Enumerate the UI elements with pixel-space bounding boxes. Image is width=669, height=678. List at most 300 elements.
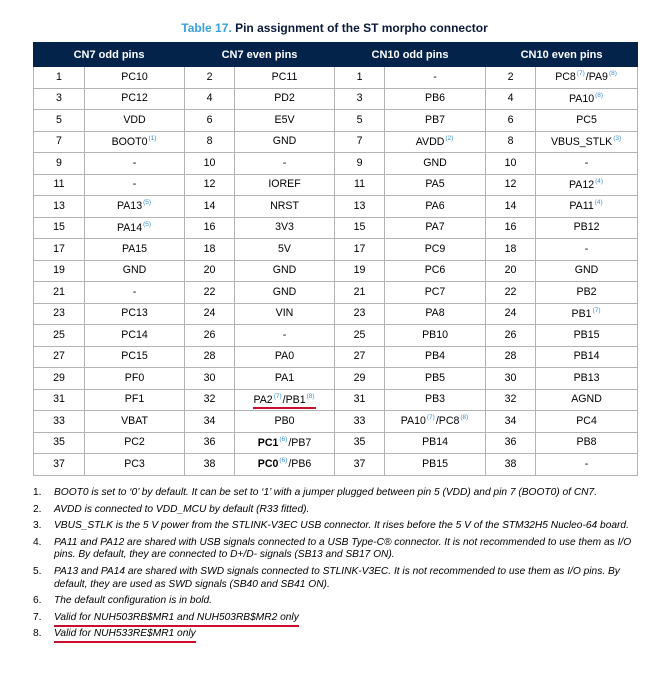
cn7-even-signal-cell (235, 260, 335, 282)
cell-text: PB14 (422, 436, 448, 449)
cn10-even-pin-cell (486, 389, 536, 411)
cell-text: VBUS_STLK (550, 135, 613, 148)
cn10-even-pin-cell (486, 282, 536, 304)
cn7-even-pin-cell (185, 303, 235, 325)
cn10-odd-pin-cell (335, 174, 385, 196)
cell-text: 14 (203, 199, 216, 212)
cn7-odd-pin-cell (34, 303, 85, 325)
cn10-even-signal-cell (536, 368, 638, 390)
cell-text: PC1 (257, 436, 279, 449)
cell-text: 3 (56, 92, 62, 105)
cell-text: E5V (274, 113, 295, 126)
cell-text: 5 (356, 113, 363, 126)
cn7-odd-pin-cell (34, 260, 85, 282)
cell-text: 29 (353, 371, 366, 384)
table-caption-label: Table 17. (181, 21, 232, 35)
cn7-odd-signal-cell (85, 346, 185, 368)
cn10-odd-signal-cell (385, 67, 486, 89)
cell-text: 38 (504, 457, 517, 470)
cn10-odd-signal-cell (385, 217, 486, 239)
cell-text: PC6 (424, 264, 446, 277)
cn7-even-signal-cell (235, 196, 335, 218)
cn7-odd-signal-cell (85, 411, 185, 433)
cn10-odd-signal-cell (385, 88, 486, 110)
cell-text: PA11 (569, 200, 594, 213)
cell-text: PF0 (124, 371, 145, 384)
footnote-ref: (7) (273, 392, 282, 400)
cn7-odd-signal-cell (85, 239, 185, 261)
footnote-text (54, 504, 645, 517)
cell-text: - (132, 178, 137, 191)
cell-text: 19 (353, 264, 366, 277)
cell-text: PB0 (274, 414, 295, 427)
cell-text: 35 (353, 436, 366, 449)
cell-text: PA7 (425, 221, 445, 234)
table-row (34, 217, 638, 239)
cell-text: PC12 (121, 92, 148, 105)
cell-text: 15 (353, 221, 366, 234)
cell-text: 31 (53, 393, 65, 406)
cell-text: GND (272, 135, 297, 148)
cn7-even-pin-cell (185, 411, 235, 433)
cn10-even-pin-cell (486, 88, 536, 110)
cell-text: PB6 (425, 92, 446, 105)
cell-text: /PB7 (288, 436, 312, 449)
cn7-odd-signal-cell (85, 260, 185, 282)
cn10-even-pin-cell (486, 346, 536, 368)
cell-text: PA15 (121, 242, 148, 255)
cell-text: PC15 (121, 350, 148, 363)
cell-text: PC13 (121, 307, 148, 320)
cn7-even-signal-cell (235, 67, 335, 89)
footnote-text-content: AVDD is connected to VDD_MCU by default (R33 fitted). (54, 503, 310, 515)
table-row (34, 389, 638, 411)
footnote-number: 3. (33, 520, 42, 532)
cell-text: 1 (356, 70, 363, 83)
cn10-odd-signal-cell (385, 174, 486, 196)
table-row (34, 282, 638, 304)
cn10-even-signal-cell (536, 432, 638, 454)
cell-text: 30 (504, 371, 517, 384)
cell-text: PB15 (422, 457, 448, 470)
cell-text: PB3 (425, 393, 446, 406)
cn10-even-pin-cell (486, 325, 536, 347)
cn7-odd-signal-cell (85, 174, 185, 196)
footnote-text-content: VBUS_STLK is the 5 V power from the STLINK-V3EC USB connector. It rises before the 5 V of the STM32H5 Nucleo-64 board. (54, 520, 629, 532)
cell-text: 27 (353, 350, 366, 363)
cn7-even-pin-cell (185, 368, 235, 390)
cn10-even-signal-cell (536, 131, 638, 153)
cell-text: - (584, 156, 589, 169)
cell-text: 30 (203, 371, 216, 384)
cell-text: 27 (53, 350, 65, 363)
cell-text: PA10 (568, 92, 595, 105)
cell-text: 33 (353, 414, 366, 427)
cn7-even-signal-cell (235, 303, 335, 325)
cell-text: IOREF (268, 178, 301, 191)
cn10-odd-pin-cell (335, 260, 385, 282)
cn10-odd-pin-cell (335, 153, 385, 175)
cn10-odd-pin-cell (335, 67, 385, 89)
footnote-ref: (5) (143, 220, 152, 228)
cn10-odd-pin-cell (335, 110, 385, 132)
cell-text: 4 (206, 92, 213, 105)
footnote-ref: (7) (592, 306, 601, 314)
cell-text: 6 (206, 113, 213, 126)
cn7-even-pin-cell (185, 196, 235, 218)
cell-text: PB12 (573, 221, 600, 234)
footnote-text-content: BOOT0 is set to ‘0’ by default. It can be set to ‘1’ with a jumper plugged between pin 5 (VDD) and pin 7 (BOOT0) of CN7. (54, 487, 598, 498)
footnote-text (54, 487, 645, 500)
cn10-even-signal-cell (536, 260, 638, 282)
footnotes (33, 487, 645, 645)
cn10-odd-pin-cell (335, 131, 385, 153)
header-cn10-odd: CN10 odd pins (335, 43, 486, 67)
cell-text: PB1 (571, 307, 592, 320)
cn7-even-signal-cell (235, 282, 335, 304)
cn7-even-signal-cell (235, 131, 335, 153)
cell-text: 22 (203, 285, 216, 298)
cn7-odd-pin-cell (34, 411, 85, 433)
cn7-odd-pin-cell (34, 389, 85, 411)
cell-text: PC0 (257, 458, 279, 471)
table-row (34, 239, 638, 261)
header-cn7-odd: CN7 odd pins (34, 43, 185, 67)
cell-text: PB7 (425, 113, 446, 126)
cell-text: 2 (507, 70, 514, 83)
cell-text: - (584, 457, 589, 470)
cell-text: /PB6 (288, 458, 312, 471)
cn10-even-signal-cell (536, 454, 638, 476)
cell-text: PC10 (121, 70, 148, 83)
cell-text: PA13 (116, 200, 143, 213)
table-row (34, 411, 638, 433)
cell-text: VDD (123, 113, 146, 126)
cn10-even-pin-cell (486, 454, 536, 476)
cell-text: PB13 (573, 371, 600, 384)
cell-text: PA12 (568, 178, 595, 191)
cell-text: PA1 (274, 371, 295, 384)
cn7-even-pin-cell (185, 88, 235, 110)
cn10-odd-pin-cell (335, 325, 385, 347)
cell-text: 8 (206, 135, 213, 148)
cell-text: 24 (504, 307, 517, 320)
cn7-even-pin-cell (185, 239, 235, 261)
cell-text: 24 (203, 307, 216, 320)
cn10-odd-pin-cell (335, 196, 385, 218)
cn10-odd-signal-cell (385, 411, 486, 433)
cell-text: BOOT0 (111, 135, 148, 148)
footnote-ref: (8) (595, 91, 604, 99)
cn7-odd-signal-cell (85, 325, 185, 347)
table-row (34, 174, 638, 196)
cn10-odd-signal-cell (385, 153, 486, 175)
cell-text: 32 (203, 393, 216, 406)
pin-assignment-table (33, 42, 638, 476)
cell-text: 18 (504, 242, 517, 255)
cell-text: 25 (53, 328, 65, 341)
footnote-number: 2. (33, 503, 42, 515)
cn7-even-signal-cell (235, 88, 335, 110)
footnote-item (33, 595, 645, 608)
cn10-even-pin-cell (486, 411, 536, 433)
red-underline-annotation (253, 394, 315, 409)
cn7-even-signal-cell (235, 174, 335, 196)
cn10-odd-signal-cell (385, 454, 486, 476)
cell-text: GND (423, 156, 447, 169)
cell-text: 32 (504, 393, 517, 406)
cn10-odd-pin-cell (335, 303, 385, 325)
cn7-even-signal-cell (235, 454, 335, 476)
footnote-number: 5. (33, 565, 42, 577)
footnote-item (33, 537, 645, 562)
cell-text: PC5 (576, 113, 597, 126)
cn10-even-pin-cell (486, 239, 536, 261)
cn10-even-signal-cell (536, 217, 638, 239)
footnote-ref: (6) (279, 435, 288, 443)
cell-text: 20 (504, 264, 517, 277)
cn10-odd-pin-cell (335, 368, 385, 390)
cn10-even-pin-cell (486, 368, 536, 390)
footnote-ref: (4) (594, 199, 603, 207)
table-row (34, 110, 638, 132)
cell-text: PB2 (576, 285, 597, 298)
table-row (34, 88, 638, 110)
cell-text: PA2 (253, 393, 273, 406)
cn7-even-pin-cell (185, 67, 235, 89)
cn7-odd-signal-cell (85, 217, 185, 239)
cell-text: 3V3 (275, 221, 294, 234)
cell-text: PB14 (573, 350, 600, 363)
cn10-even-pin-cell (486, 217, 536, 239)
footnote-number: 8. (33, 628, 42, 640)
cell-text: 18 (203, 242, 216, 255)
table-body (34, 67, 638, 476)
cell-text: PB15 (573, 328, 600, 341)
table-header-row (34, 43, 638, 67)
cn10-odd-pin-cell (335, 282, 385, 304)
footnote-ref: (6) (279, 457, 288, 465)
cell-text: 16 (504, 221, 517, 234)
cell-text: PC3 (124, 457, 145, 470)
underlined-footnote-text: Valid for NUH533RE$MR1 only (54, 628, 196, 643)
cell-text: GND (272, 264, 297, 277)
table-row (34, 153, 638, 175)
table-row (34, 260, 638, 282)
cell-text: PD2 (274, 92, 295, 105)
cn10-odd-signal-cell (385, 282, 486, 304)
table-row (34, 303, 638, 325)
cell-text: PB8 (576, 436, 597, 449)
footnote-ref: (7) (426, 414, 435, 422)
cn7-even-signal-cell (235, 346, 335, 368)
cell-text: 37 (53, 457, 65, 470)
cn10-even-pin-cell (486, 196, 536, 218)
cell-text: 7 (56, 135, 62, 148)
footnote-ref: (8) (306, 392, 315, 400)
cn10-odd-signal-cell (385, 368, 486, 390)
table-row (34, 368, 638, 390)
cell-text: 21 (53, 285, 65, 298)
cn7-odd-pin-cell (34, 131, 85, 153)
cn10-even-signal-cell (536, 411, 638, 433)
cn7-even-pin-cell (185, 282, 235, 304)
cn7-odd-signal-cell (85, 196, 185, 218)
cell-text: - (132, 285, 137, 298)
cn7-even-pin-cell (185, 454, 235, 476)
cn10-odd-signal-cell (385, 110, 486, 132)
cn10-odd-signal-cell (385, 325, 486, 347)
cn7-even-pin-cell (185, 153, 235, 175)
cell-text: 17 (53, 242, 65, 255)
cell-text: PF1 (124, 393, 145, 406)
footnote-ref: (1) (148, 134, 157, 142)
cell-text: PC2 (124, 436, 145, 449)
header-cn7-even: CN7 even pins (185, 43, 335, 67)
footnote-item (33, 504, 645, 517)
cell-text: PB4 (425, 350, 446, 363)
cn7-even-signal-cell (235, 239, 335, 261)
cell-text: 38 (203, 457, 216, 470)
cell-text: 9 (56, 156, 62, 169)
cn10-even-pin-cell (486, 110, 536, 132)
cell-text: 26 (203, 328, 216, 341)
cn10-odd-pin-cell (335, 217, 385, 239)
cell-text: 10 (203, 156, 216, 169)
header-cn10-even: CN10 even pins (486, 43, 638, 67)
cell-text: 5V (278, 242, 291, 255)
cell-text: PC14 (121, 328, 148, 341)
cell-text: - (132, 156, 137, 169)
table-row (34, 131, 638, 153)
cell-text: PB5 (425, 371, 446, 384)
cn10-even-pin-cell (486, 432, 536, 454)
cn10-odd-signal-cell (385, 346, 486, 368)
cn10-odd-pin-cell (335, 239, 385, 261)
cell-text: 31 (353, 393, 366, 406)
footnote-number: 1. (33, 487, 42, 498)
cell-text: VIN (275, 307, 294, 320)
cell-text: - (433, 70, 437, 83)
footnote-text (54, 595, 645, 608)
cell-text: - (584, 242, 589, 255)
footnote-number: 6. (33, 595, 42, 607)
cell-text: 12 (203, 178, 216, 191)
cell-text: NRST (270, 199, 299, 212)
cn7-even-signal-cell (235, 432, 335, 454)
cell-text: /PC8 (435, 415, 460, 428)
cell-text: 16 (203, 221, 216, 234)
footnote-text-content: PA13 and PA14 are shared with SWD signals connected to STLINK-V3EC. It is not recommended to use them as I/O pins. By default, they are used as SWD signals (SB40 and SB41 ON). (54, 565, 620, 590)
footnote-number: 4. (33, 536, 42, 548)
cn10-odd-signal-cell (385, 196, 486, 218)
cell-text: 28 (504, 350, 517, 363)
underlined-footnote-text: Valid for NUH503RB$MR1 and NUH503RB$MR2 only (54, 612, 299, 627)
cn7-odd-pin-cell (34, 88, 85, 110)
footnote-ref: (3) (613, 134, 622, 142)
cn7-odd-signal-cell (85, 110, 185, 132)
cell-text: 9 (356, 156, 363, 169)
cell-text: 21 (353, 285, 366, 298)
footnote-ref: (7) (576, 70, 585, 78)
cn7-odd-pin-cell (34, 153, 85, 175)
cn7-odd-pin-cell (34, 368, 85, 390)
cn7-odd-signal-cell (85, 67, 185, 89)
cn10-even-pin-cell (486, 174, 536, 196)
cn10-even-signal-cell (536, 346, 638, 368)
cn10-even-signal-cell (536, 282, 638, 304)
cell-text: 20 (203, 264, 216, 277)
cell-text: PC9 (424, 242, 446, 255)
footnote-ref: (5) (143, 199, 152, 207)
cn7-odd-pin-cell (34, 196, 85, 218)
cn10-even-signal-cell (536, 389, 638, 411)
table-row (34, 454, 638, 476)
cell-text: PA14 (116, 221, 143, 234)
cn7-even-signal-cell (235, 325, 335, 347)
cell-text: - (282, 156, 287, 169)
cell-text: 36 (504, 436, 517, 449)
table-row (34, 346, 638, 368)
footnote-text (54, 520, 645, 533)
footnote-ref: (4) (595, 177, 604, 185)
table-caption (0, 21, 669, 35)
cell-text: VBAT (121, 414, 148, 427)
cn7-even-signal-cell (235, 217, 335, 239)
cn7-odd-pin-cell (34, 454, 85, 476)
cn10-odd-pin-cell (335, 389, 385, 411)
footnote-text (54, 628, 645, 641)
cell-text: 13 (353, 199, 366, 212)
cell-text: PC7 (424, 285, 446, 298)
cn7-odd-pin-cell (34, 110, 85, 132)
cell-text: 8 (507, 135, 514, 148)
cell-text: 34 (203, 414, 216, 427)
cn10-odd-signal-cell (385, 260, 486, 282)
cell-text: 19 (53, 264, 65, 277)
cell-text: 11 (354, 178, 366, 191)
cell-text: 17 (353, 242, 366, 255)
cell-text: AVDD (415, 135, 445, 148)
cn7-even-signal-cell (235, 368, 335, 390)
cn7-odd-signal-cell (85, 454, 185, 476)
cn7-odd-signal-cell (85, 282, 185, 304)
cn10-even-signal-cell (536, 303, 638, 325)
cn7-even-pin-cell (185, 217, 235, 239)
cell-text: AGND (571, 393, 602, 406)
footnote-item (33, 487, 645, 500)
cell-text: GND (574, 264, 599, 277)
cn7-odd-pin-cell (34, 239, 85, 261)
cn7-odd-signal-cell (85, 368, 185, 390)
footnote-number: 7. (33, 611, 42, 623)
cn10-even-signal-cell (536, 153, 638, 175)
cn10-even-signal-cell (536, 196, 638, 218)
cell-text: 37 (353, 457, 366, 470)
cn7-even-pin-cell (185, 110, 235, 132)
cn7-even-pin-cell (185, 260, 235, 282)
cn10-even-pin-cell (486, 303, 536, 325)
cn10-even-pin-cell (486, 260, 536, 282)
cell-text: /PB1 (282, 393, 306, 406)
cn10-even-signal-cell (536, 110, 638, 132)
cn10-even-signal-cell (536, 174, 638, 196)
cell-text: 29 (53, 371, 65, 384)
cn7-odd-signal-cell (85, 153, 185, 175)
cn7-odd-pin-cell (34, 432, 85, 454)
cn7-even-pin-cell (185, 346, 235, 368)
cell-text: PA10 (400, 415, 426, 428)
